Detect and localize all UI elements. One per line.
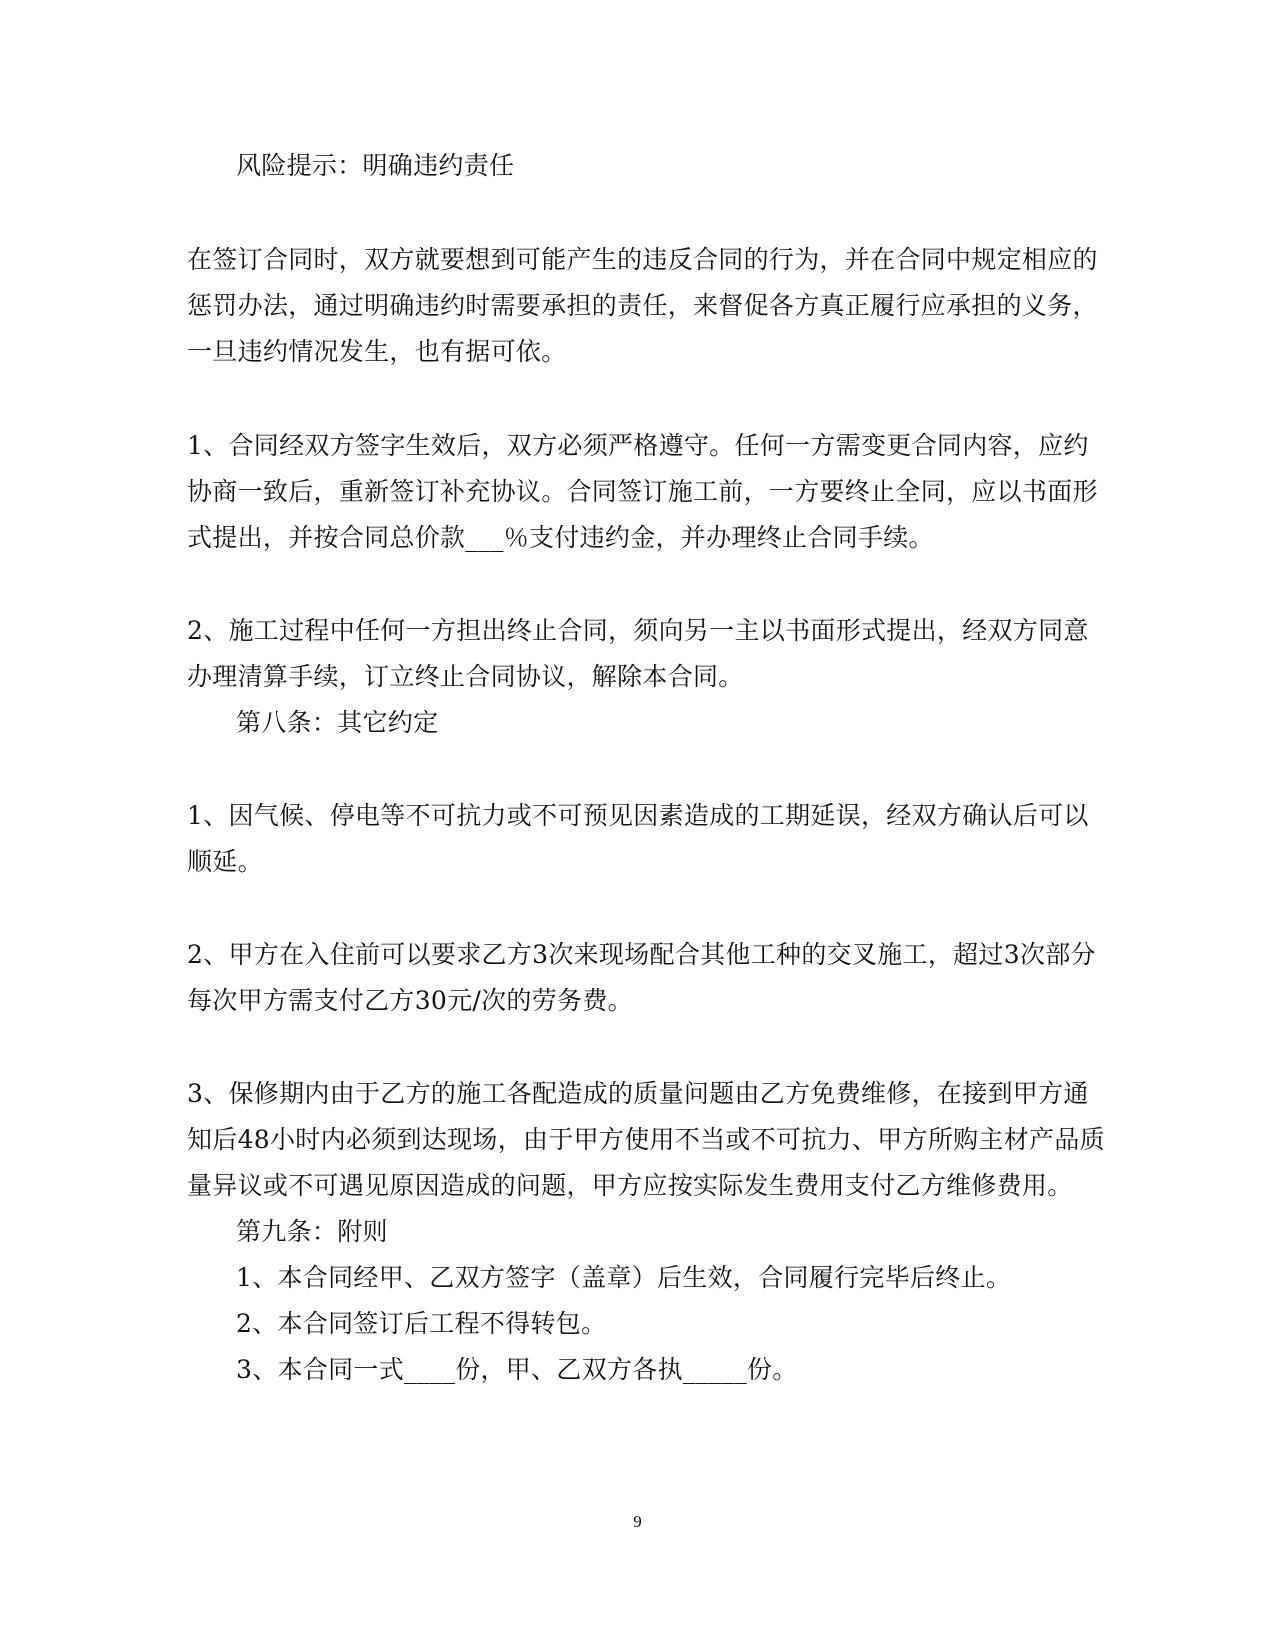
- liability-1-line: 协商一致后，重新签订补充协议。合同签订施工前，一方要终止全同，应以书面形: [187, 477, 1098, 506]
- article8-item-1-line: 顺延。: [187, 847, 263, 876]
- liability-2-line: 2、施工过程中任何一方担出终止合同，须向另一主以书面形式提出，经双方同意: [187, 616, 1089, 645]
- risk-heading: 风险提示：明确违约责任: [236, 151, 515, 180]
- article8-item-3-line: 3、保修期内由于乙方的施工各配造成的质量问题由乙方免费维修，在接到甲方通: [187, 1079, 1089, 1108]
- liability-1-line: 式提出，并按合同总价款___％支付违约金，并办理终止合同手续。: [187, 523, 934, 552]
- article8-item-2-line: 2、甲方在入住前可以要求乙方3次来现场配合其他工种的交叉施工，超过3次部分: [187, 940, 1096, 969]
- article9-item: 1、本合同经甲、乙双方签字（盖章）后生效，合同履行完毕后终止。: [236, 1263, 1012, 1292]
- liability-2-line: 办理清算手续，订立终止合同协议，解除本合同。: [187, 662, 744, 691]
- intro-line: 在签订合同时，双方就要想到可能产生的违反合同的行为，并在合同中规定相应的: [187, 245, 1098, 274]
- article9-item: 3、本合同一式____份，甲、乙双方各执_____份。: [236, 1355, 798, 1384]
- article8-item-1-line: 1、因气候、停电等不可抗力或不可预见因素造成的工期延误，经双方确认后可以: [187, 801, 1089, 830]
- article8-item-3-line: 知后48小时内必须到达现场，由于甲方使用不当或不可抗力、甲方所购主材产品质: [187, 1125, 1105, 1154]
- article9-item: 2、本合同签订后工程不得转包。: [236, 1309, 607, 1338]
- intro-line: 一旦违约情况发生，也有据可依。: [187, 337, 567, 366]
- article9-title: 第九条：附则: [236, 1217, 388, 1246]
- article8-title: 第八条：其它约定: [236, 708, 439, 737]
- page-number: 9: [633, 1512, 642, 1531]
- liability-1-line: 1、合同经双方签字生效后，双方必须严格遵守。任何一方需变更合同内容，应约: [187, 431, 1089, 460]
- intro-line: 惩罚办法，通过明确违约时需要承担的责任，来督促各方真正履行应承担的义务，: [187, 291, 1098, 320]
- article8-item-2-line: 每次甲方需支付乙方30元/次的劳务费。: [187, 986, 633, 1015]
- article8-item-3-line: 量异议或不可遇见原因造成的问题，甲方应按实际发生费用支付乙方维修费用。: [187, 1171, 1073, 1200]
